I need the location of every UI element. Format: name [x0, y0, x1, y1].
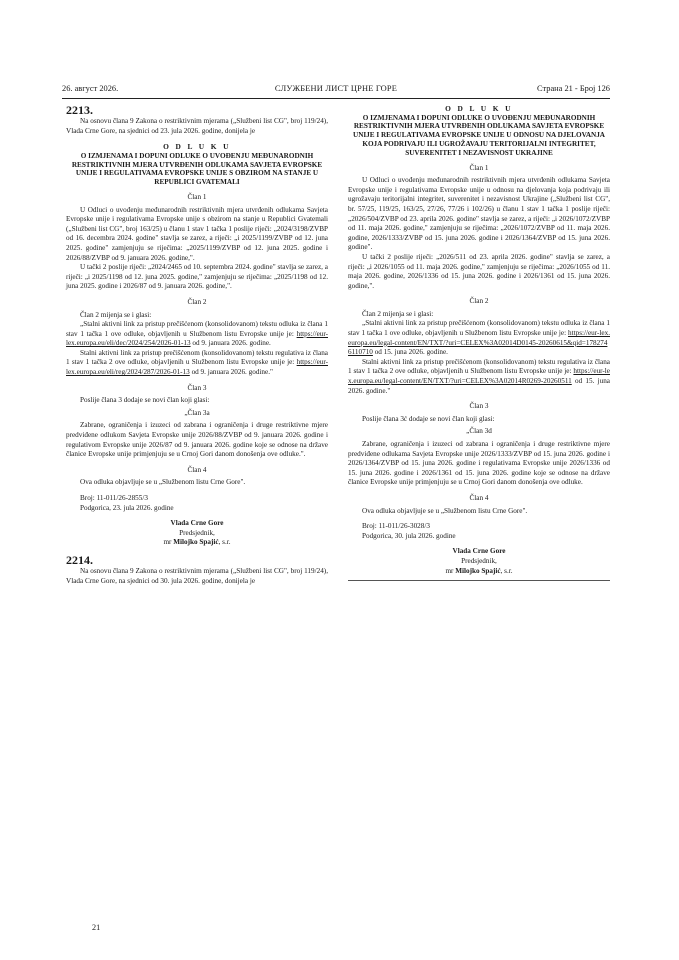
clan-3a-heading: „Član 3a — [184, 408, 210, 417]
clan-3-intro: Poslije člana 3ć dodaje se novi član koji glasi: — [362, 414, 495, 423]
place-date: Podgorica, 23. jula 2026. godine — [80, 503, 174, 512]
clan-2-paragraph-2: Stalni aktivni link za pristup prečišćenom (konsolidovanom) tekstu regulativa iz člana 1 stav 1 tačka 2 ove odluke, objavljenih u Službenom listu Evropske unije je: https://eur-lex.europa.eu/eli/reg/2024/287/2026-01-13 od 9. januara 2026. godine." — [66, 348, 328, 377]
signatory-title: Predsjednik, — [179, 528, 215, 537]
clan-2-intro: Član 2 mijenja se i glasi: — [80, 310, 152, 319]
signatory: mr Milojko Spajić, s.r. — [163, 538, 231, 547]
place-date: Podgorica, 30. jula 2026. godine — [362, 531, 456, 540]
odluku-heading: O D L U K U — [445, 104, 513, 113]
clan-2-heading: Član 2 — [187, 297, 207, 306]
eur-lex-link[interactable]: https://eur-lex.europa.eu/legal-content/EN/TXT/?uri=CELEX%3A02014D0145-20260615&qid=1782746110710 — [348, 329, 610, 357]
clan-3-intro: Poslije člana 3 dodaje se novi član koji glasi: — [80, 396, 210, 405]
decision-title-2213: O IZMJENAMA I DOPUNI ODLUKE O UVOĐENJU MEĐUNARODNIH RESTRIKTIVNIH MJERA UTVRĐENIH ODLUKAMA SAVJETA EVROPSKE UNIJE I REGULATIVAMA EVROPSKE UNIJE S OBZIROM NA STANJE U REPUBLICI GVATEMALI — [71, 151, 323, 187]
clan-4-heading: Član 4 — [469, 493, 489, 502]
intro-2213: Na osnovu člana 9 Zakona o restriktivnim mjerama („Službeni list CG", broj 119/24), Vlada Crne Gore, na sjednici od 23. jula 2026. godine, donijela je — [66, 117, 328, 135]
eur-lex-link[interactable]: https://eur-lex.europa.eu/eli/reg/2024/287/2026-01-13 — [66, 358, 328, 377]
odluku-heading: O D L U K U — [163, 142, 231, 152]
clan-4-paragraph: Ova odluka objavljuje se u „Službenom listu Crne Gore". — [362, 506, 528, 515]
clan-1-paragraph-2: U tački 2 poslije riječi: „2024/2465 od 10. septembra 2024. godine" stavlja se zarez, a riječi: „i 2025/1198 od 12. juna 2025. godine," zamjenjuju se riječima: „2025/1198 od 12. juna 2025. godine i 2026/87 od 9. januara 2026. godine,". — [66, 263, 328, 291]
eur-lex-link[interactable]: https://eur-lex.europa.eu/legal-content/EN/TXT/?uri=CELEX%3A02014R0269-20260511 — [348, 367, 610, 386]
government-name: Vlada Crne Gore — [452, 547, 506, 556]
section-divider — [348, 580, 610, 581]
clan-3d-paragraph: Zabrane, ograničenja i izuzeci od zabrana i ograničenja i druge restriktivne mjere predviđene odlukama Savjeta Evropske unije 2026/1333/ZVBP od 15. juna 2026. godine i 2026/1364/ZVBP od 15. juna 2026. godine i regulativama Evropske unije 2026/1336 od 15. juna 2026. godine i 2026/1361 od 15. juna 2026. godine koje se odnose na države članice Evropske unije primjenjuju se u Crnoj Gori danom donošenja ove odluke. — [348, 440, 610, 487]
header-date: 26. август 2026. — [62, 84, 119, 93]
clan-3-heading: Član 3 — [187, 383, 207, 392]
right-column — [348, 104, 610, 581]
clan-2-paragraph-2: Stalni aktivni link za pristup prečišćenom (konsolidovanom) tekstu regulativa iz člana 1 stav 1 tačka 2 ove odluke, objavljenih u Službenom listu Evropske unije je: https://eur-lex.europa.eu/legal-content/EN/TXT/?uri=CELEX%3A02014R0269-20260511 od 15. juna 2026. godine." — [348, 357, 610, 395]
decision-number-2213: 2213. — [66, 103, 93, 117]
clan-1-paragraph-1: U Odluci o uvođenju međunarodnih restriktivnih mjera utvrđenih odlukama Savjeta Evropske unije i regulativama Evropske unije u odnosu na djelovanja koja podrivaju ili ugrožavaju teritorijalni integritet, suverenitet i nezavisnost Ukrajine („Službeni list CG", br. 57/25, 119/25, 163/25, 27/26, 77/26 i 102/26) u članu 1 stav 1 tačka 1 poslije riječi: „2026/504/ZVBP od 23. aprila 2026. godine" stavlja se zarez, a riječi: „i 2026/1072/ZVBP od 11. maja 2026. godine," zamjenjuju se riječima: „2026/1072/ZVBP od 11. maja 2026. godine, 2026/1333/ZVBP od 15. juna 2026. godine i 2026/1364/ZVBP od 15. juna 2026. godine". — [348, 176, 610, 252]
clan-4-heading: Član 4 — [187, 465, 207, 474]
clan-2-intro: Član 2 mijenja se i glasi: — [362, 309, 434, 318]
signatory-title: Predsjednik, — [461, 556, 497, 565]
clan-2-paragraph-1: „Stalni aktivni link za pristup prečišćenom (konsolidovanom) tekstu odluka iz člana 1 stav 1 tačka 1 ove odluke, objavljenih u Službenom listu Evropske unije je: https://eur-lex.europa.eu/eli/dec/2024/254/2026-01-13 od 9. januara 2026. godine. — [66, 320, 328, 348]
eur-lex-link[interactable]: https://eur-lex.europa.eu/eli/dec/2024/254/2026-01-13 — [66, 329, 328, 348]
clan-3a-paragraph: Zabrane, ograničenja i izuzeci od zabrana i ograničenja i druge restriktivne mjere predviđene odlukom Savjeta Evropske unije 2026/88/ZVBP od 9. januara 2026. godine i regulativom Evropske unije 2026/87 od 9. januara 2026. godine koje se odnose na države članice Evropske unije primjenjuju se u Crnoj Gori danom donošenja ove odluke.". — [66, 421, 328, 459]
clan-3-heading: Član 3 — [469, 402, 489, 411]
clan-2-heading: Član 2 — [469, 297, 489, 306]
document-number: Broj: 11-011/26-2855/3 — [80, 494, 148, 502]
left-column — [66, 104, 328, 586]
government-name: Vlada Crne Gore — [170, 519, 224, 528]
decision-number-2214: 2214. — [66, 552, 93, 567]
document-number: Broj: 11-011/26-3028/3 — [362, 522, 430, 531]
page-number: 21 — [92, 923, 101, 932]
clan-4-paragraph: Ova odluka objavljuje se u „Službenom listu Crne Gore". — [80, 478, 246, 487]
decision-title-2214: O IZMJENAMA I DOPUNI ODLUKE O UVOĐENJU MEĐUNARODNIH RESTRIKTIVNIH MJERA UTVRĐENIH ODLUKAMA SAVJETA EVROPSKE UNIJE I REGULATIVAMA EVROPSKE UNIJE U ODNOSU NA DJELOVANJA KOJA PODRIVAJU ILI UGROŽAVAJU TERITORIJALNI INTEGRITET, SUVERENITET I NEZAVISNOST UKRAJINE — [353, 113, 605, 157]
clan-2-paragraph-1: „Stalni aktivni link za pristup prečišćenom (konsolidovanom) tekstu odluka iz člana 1 stav 1 tačka 1 ove odluke, objavljenih u Službenom listu Evropske unije je: https://eur-lex.europa.eu/legal-content/EN/TXT/?uri=CELEX%3A02014D0145-20260615&qid=1782746110710 od 15. juna 2026. godine. — [348, 319, 610, 357]
header-rule — [62, 98, 610, 99]
clan-3d-heading: „Član 3d — [466, 427, 492, 436]
signatory: mr Milojko Spajić, s.r. — [445, 566, 513, 575]
intro-2214: Na osnovu člana 9 Zakona o restriktivnim mjerama („Službeni list CG", broj 119/24), Vlada Crne Gore, na sjednici od 30. jula 2026. godine, donijela je — [66, 566, 328, 585]
page-header — [62, 84, 610, 98]
clan-1-heading: Član 1 — [469, 163, 489, 172]
clan-1-heading: Član 1 — [187, 192, 207, 201]
clan-1-paragraph-1: U Odluci o uvođenju međunarodnih restriktivnih mjera utvrđenih odlukama Savjeta Evropske unije i regulativama Evropske unije s obzirom na stanje u Republici Gvatemali („Službeni list CG", broj 163/25) u članu 1 stav 1 tačka 1 poslije riječi: „2024/3198/ZVBP od 16. decembra 2024. godine" stavlja se zarez, a riječi: „i 2025/1199/ZVBP od 12. juna 2025. godine" zamjenjuju se riječima: „2025/1199/ZVBP od 12. juna 2025. godine i 2026/88/ZVBP od 9. januara 2026. godine,". — [66, 205, 328, 262]
header-page: Страна 21 - Број 126 — [537, 84, 610, 93]
clan-1-paragraph-2: U tački 2 poslije riječi: „2026/511 od 23. aprila 2026. godine" stavlja se zarez, a riječi: „i 2026/1055 od 11. maja 2026. godine," zamjenjuju se riječima: „2026/1055 od 11. maja 2026. godine, 2026/1336 od 15. juna 2026. godine i 2026/1361 od 15. juna 2026. godine,". — [348, 252, 610, 290]
header-title: СЛУЖБЕНИ ЛИСТ ЦРНЕ ГОРЕ — [274, 84, 398, 93]
